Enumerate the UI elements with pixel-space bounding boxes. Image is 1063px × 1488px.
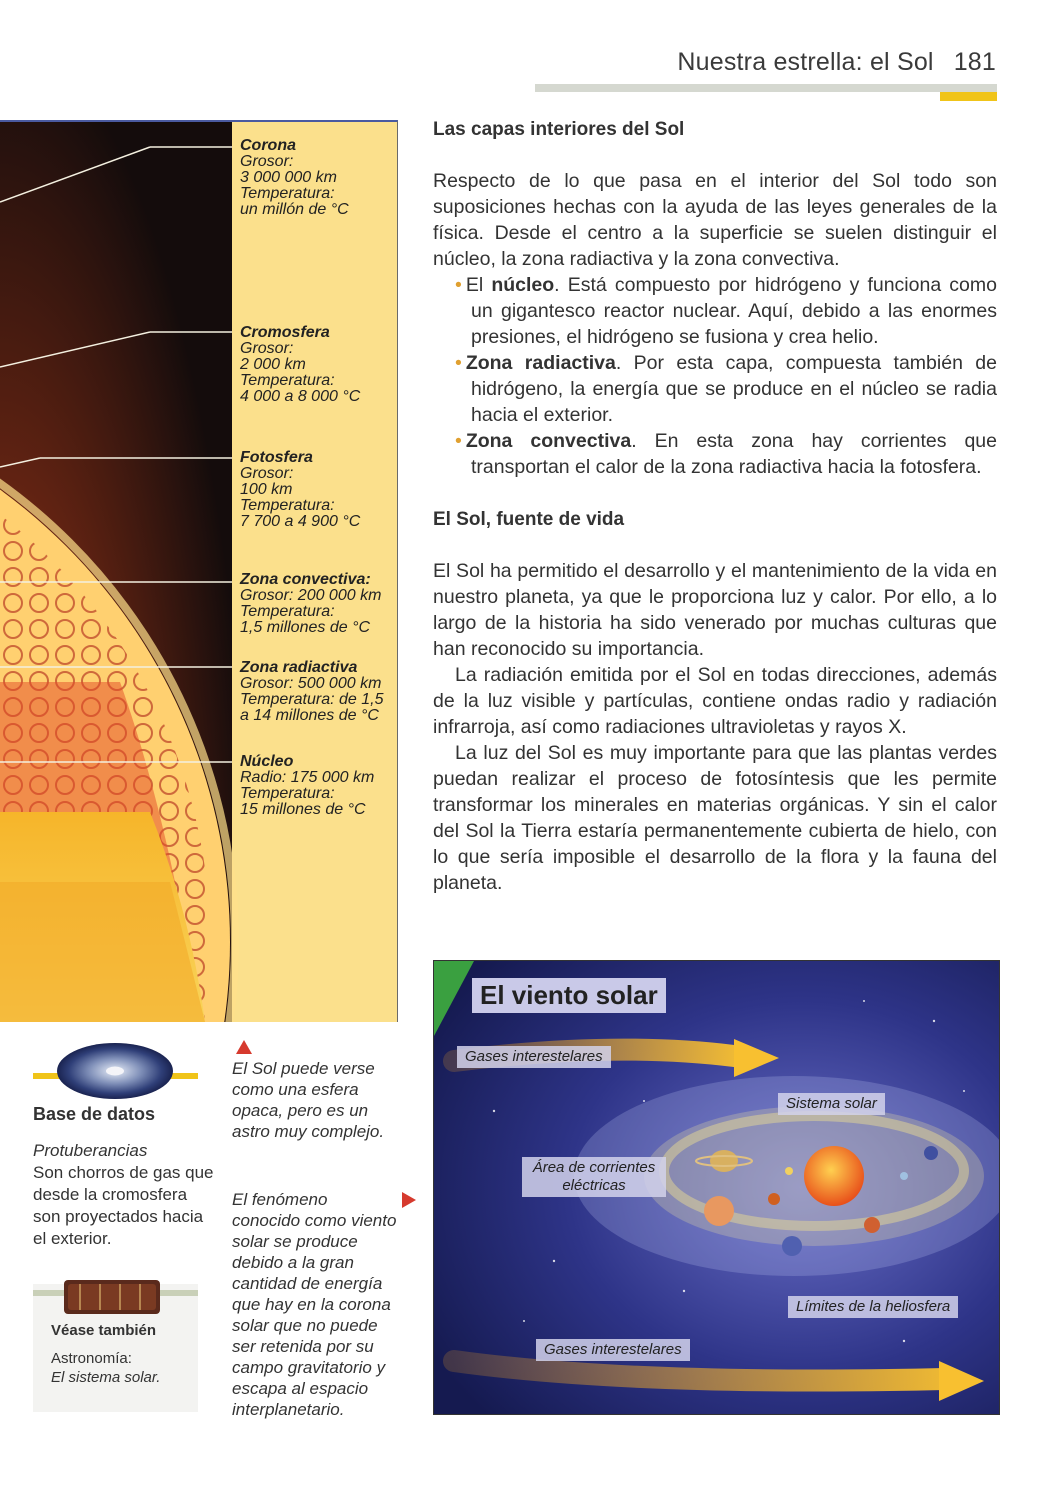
header-rule xyxy=(535,84,997,92)
bullet-nucleo xyxy=(433,272,997,350)
bullet-text: . En esta zona hay corrientes que transportan el calor de la zona radiactiva hacia la fotosfera. xyxy=(471,430,997,478)
section-title-capas: Las capas interiores del Sol xyxy=(433,119,685,140)
see-also-title: Véase también xyxy=(51,1322,157,1339)
label-limites-heliosfera: Límites de la heliosfera xyxy=(788,1296,958,1318)
layer-line: Grosor: 200 000 km xyxy=(240,587,382,604)
layer-line: a 14 millones de °C xyxy=(240,707,379,724)
layer-line: 2 000 km xyxy=(240,356,306,373)
layer-fotosfera xyxy=(240,450,360,530)
database-term: Protuberancias xyxy=(33,1141,148,1160)
database-text xyxy=(33,1140,218,1250)
label-sistema-solar: Sistema solar xyxy=(778,1093,885,1115)
paragraph: La radiación emitida por el Sol en todas direcciones, además de la luz visible y partículas, contiene ondas radio y radiación infrarroja, así como radiaciones ultravioletas y rayos X. xyxy=(433,664,997,738)
layer-line: 7 700 a 4 900 °C xyxy=(240,513,361,530)
caption-arrow-right-icon xyxy=(402,1192,416,1208)
database-title: Base de datos xyxy=(33,1104,156,1124)
layer-line: Grosor: xyxy=(240,153,294,170)
layer-cromosfera xyxy=(240,325,360,405)
layer-line: 100 km xyxy=(240,481,293,498)
layer-corona xyxy=(240,138,349,218)
caption-arrow-up-icon xyxy=(236,1040,252,1054)
section-fuente-body xyxy=(433,558,997,896)
cd-icon xyxy=(40,1036,200,1106)
layer-line: Temperatura: xyxy=(240,497,335,514)
layer-title: Cromosfera xyxy=(240,324,330,341)
layer-line: Grosor: xyxy=(240,340,294,357)
layer-line: Radio: 175 000 km xyxy=(240,769,375,786)
layer-line: Temperatura: xyxy=(240,785,335,802)
layer-zona-convectiva xyxy=(240,572,381,636)
bullet-icon: • xyxy=(455,430,462,452)
paragraph: El Sol ha permitido el desarrollo y el mantenimiento de la vida en nuestro planeta, ya que le proporciona luz y calor. Por ello, a lo largo de la historia ha sido venerado por muchas culturas que han reconocido su importancia. xyxy=(433,560,997,660)
layer-line: Temperatura: xyxy=(240,372,335,389)
running-head xyxy=(600,48,996,77)
caption-solar-wind: El fenómeno conocido como viento solar se produce debido a la gran cantidad de energía que hay en la corona solar que no puede ser retenida por su campo gravitatorio y escapa al espacio interplanetario. xyxy=(232,1190,397,1419)
bullet-text: . Está compuesto por hidrógeno y funciona como un gigantesco reactor nuclear. Aquí, debido a las enormes presiones, el hidrógeno se fusiona y crea helio. xyxy=(471,274,997,348)
bullet-icon: • xyxy=(455,274,462,296)
layer-line: Temperatura: de 1,5 xyxy=(240,691,384,708)
solar-wind-title: El viento solar xyxy=(472,978,666,1013)
chapter-title: Nuestra estrella: el Sol xyxy=(677,48,934,76)
bullet-icon: • xyxy=(455,352,462,374)
bullet-term: Zona radiactiva xyxy=(465,352,616,374)
layer-line: Grosor: xyxy=(240,465,294,482)
label-area-corrientes: Área de corrientes eléctricas xyxy=(522,1157,666,1197)
database-definition: Son chorros de gas que desde la cromosfera son proyectados hacia el exterior. xyxy=(33,1163,214,1248)
solar-wind-image xyxy=(434,961,999,1414)
layer-title: Corona xyxy=(240,137,296,154)
see-also-text xyxy=(51,1349,160,1387)
layer-title: Núcleo xyxy=(240,753,294,770)
layer-zona-radiactiva xyxy=(240,660,384,724)
caption-sun: El Sol puede verse como una esfera opaca, pero es un astro muy complejo. xyxy=(232,1059,385,1141)
layer-line: 15 millones de °C xyxy=(240,801,366,818)
header-accent xyxy=(940,92,997,101)
solar-wind-figure xyxy=(433,960,1000,1415)
see-also-line1: Astronomía: xyxy=(51,1350,132,1367)
page-number: 181 xyxy=(953,48,996,76)
paragraph: Respecto de lo que pasa en el interior del Sol todo son suposiciones hechas con la ayuda de las leyes generales de la física. Desde el centro a la superficie se suelen distinguir el núcleo, la zona radiactiva y la zona convectiva. xyxy=(433,170,997,270)
bullet-term: núcleo xyxy=(491,274,555,296)
layer-title: Fotosfera xyxy=(240,449,313,466)
bullet-zona-convectiva xyxy=(433,428,997,480)
label-gases-top: Gases interestelares xyxy=(457,1046,611,1068)
bullet-zona-radiactiva xyxy=(433,350,997,428)
bullet-text: . Por esta capa, compuesta también de hidrógeno, la energía que se produce en el núcleo se radia hacia el exterior. xyxy=(471,352,997,426)
layer-line: 4 000 a 8 000 °C xyxy=(240,388,361,405)
layer-line: 3 000 000 km xyxy=(240,169,337,186)
book-icon xyxy=(60,1274,170,1320)
layer-line: Temperatura: xyxy=(240,185,335,202)
layer-line: Temperatura: xyxy=(240,603,335,620)
see-also-line2: El sistema solar. xyxy=(51,1369,161,1386)
layer-title: Zona radiactiva xyxy=(240,659,358,676)
layer-line: 1,5 millones de °C xyxy=(240,619,371,636)
label-gases-bottom: Gases interestelares xyxy=(536,1339,690,1361)
bullet-term: Zona convectiva xyxy=(465,430,632,452)
section-capas-body xyxy=(433,168,997,480)
section-title-fuente: El Sol, fuente de vida xyxy=(433,509,625,530)
bullet-pre: El xyxy=(465,274,492,296)
sun-illustration xyxy=(0,120,398,1022)
layer-line: Grosor: 500 000 km xyxy=(240,675,382,692)
layer-line: un millón de °C xyxy=(240,201,349,218)
layer-nucleo xyxy=(240,754,374,818)
paragraph: La luz del Sol es muy importante para que las plantas verdes puedan realizar el proceso de fotosíntesis que les permite transformar los minerales en materias orgánicas. Y sin el calor del Sol la Tierra estaría permanentemente cubierta de hielo, con lo que sería imposible el desarrollo de la flora y la fauna del planeta. xyxy=(433,742,997,894)
layer-title: Zona convectiva: xyxy=(240,571,371,588)
